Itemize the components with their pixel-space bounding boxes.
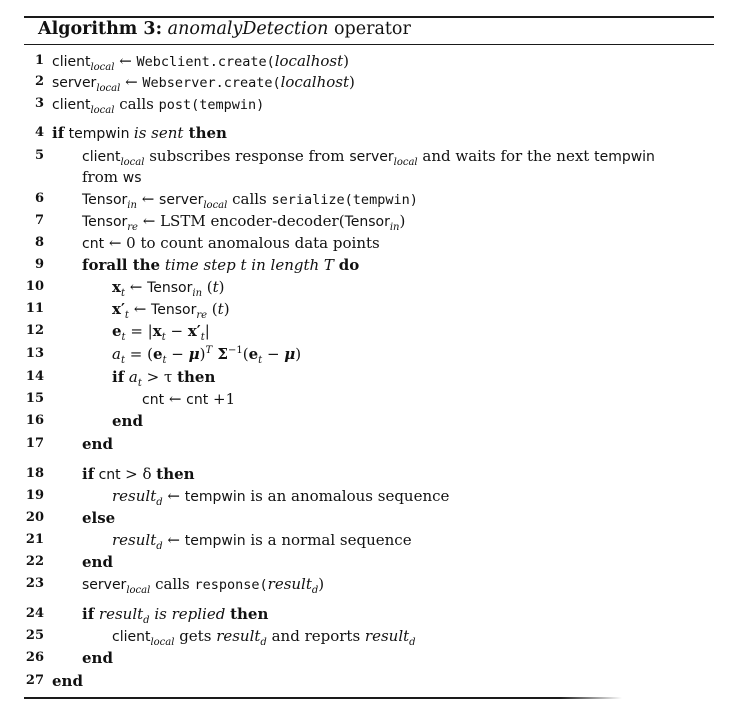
token: Tensor xyxy=(82,192,128,208)
keyword: then xyxy=(156,465,195,483)
token: client xyxy=(82,149,121,165)
algorithm-title xyxy=(38,19,411,39)
algo-line-1 xyxy=(0,51,733,71)
token: d xyxy=(143,615,150,626)
algo-line-15 xyxy=(0,389,733,409)
token: Tensor xyxy=(82,214,128,230)
token: −1 xyxy=(227,345,243,356)
keyword: then xyxy=(230,605,269,623)
token: calls xyxy=(150,575,195,593)
token: is an anomalous sequence xyxy=(245,487,450,505)
algo-line-23 xyxy=(0,574,733,594)
token: calls xyxy=(227,190,272,208)
token: result xyxy=(216,627,261,645)
token: = ( xyxy=(124,345,153,363)
token: ) xyxy=(348,73,355,91)
token: x′ xyxy=(187,322,201,340)
line-number: 18 xyxy=(25,466,44,481)
token: server xyxy=(159,192,204,208)
algorithm-name: anomalyDetection xyxy=(167,19,329,39)
token: from xyxy=(82,168,123,186)
token: ← xyxy=(120,73,143,91)
keyword: if xyxy=(52,124,65,142)
token: local xyxy=(120,157,145,168)
keyword: end xyxy=(82,649,113,667)
algo-line-4 xyxy=(0,123,733,143)
token: subscribes response from xyxy=(144,147,350,165)
keyword: end xyxy=(52,672,83,690)
token: Tensor xyxy=(151,302,197,318)
header-rule xyxy=(24,44,714,45)
line-number: 17 xyxy=(25,436,44,451)
token: ) xyxy=(318,575,325,593)
algo-line-5-cont xyxy=(0,167,733,187)
algo-line-21 xyxy=(0,530,733,550)
line-number: 21 xyxy=(25,532,44,547)
token: local xyxy=(203,200,228,211)
token: re xyxy=(127,222,138,233)
algo-line-9 xyxy=(0,255,733,275)
algo-line-24 xyxy=(0,604,733,624)
token: > δ xyxy=(125,465,157,483)
token: server xyxy=(82,577,127,593)
token: d xyxy=(311,585,319,596)
token: Webserver.create( xyxy=(142,75,281,91)
token: local xyxy=(126,585,151,596)
algo-line-5 xyxy=(0,146,733,166)
token: t xyxy=(258,355,263,366)
keyword: end xyxy=(112,412,143,430)
token: d xyxy=(409,637,416,648)
token: Σ xyxy=(212,345,228,363)
token: post(tempwin) xyxy=(158,97,265,113)
token: serialize(tempwin) xyxy=(271,192,418,208)
token: ← xyxy=(136,190,160,208)
algo-line-22 xyxy=(0,552,733,572)
algo-line-16 xyxy=(0,411,733,431)
token: client xyxy=(52,54,91,70)
keyword: if xyxy=(82,465,95,483)
token: t xyxy=(212,278,219,296)
token: T xyxy=(205,345,213,356)
token: re xyxy=(196,310,208,321)
algo-line-19 xyxy=(0,486,733,506)
line-number: 14 xyxy=(25,369,44,384)
token: result xyxy=(364,627,410,645)
algo-line-18 xyxy=(0,464,733,484)
token: tempwin xyxy=(184,533,246,549)
token: localhost xyxy=(274,52,344,70)
keyword: then xyxy=(183,124,227,142)
token: result xyxy=(267,575,312,593)
token: ← xyxy=(162,531,185,549)
token: ) xyxy=(295,345,302,363)
line-number: 16 xyxy=(25,413,44,428)
token: Tensor xyxy=(344,214,390,230)
token: e xyxy=(152,345,163,363)
algorithm-suffix: operator xyxy=(333,19,411,39)
token: is sent xyxy=(133,124,184,142)
line-number: 2 xyxy=(34,74,44,89)
algo-line-26 xyxy=(0,648,733,668)
token: is a normal sequence xyxy=(245,531,412,549)
token: cnt xyxy=(142,392,165,408)
token: local xyxy=(90,105,115,116)
token: | xyxy=(204,322,210,340)
token: x′ xyxy=(112,300,125,318)
token: ( xyxy=(207,300,218,318)
token: − xyxy=(262,345,285,363)
algo-line-10 xyxy=(0,277,733,297)
token: ) xyxy=(343,52,349,70)
token: result xyxy=(94,605,144,623)
line-number: 27 xyxy=(25,673,44,688)
token: ) xyxy=(223,300,230,318)
token: t xyxy=(120,355,125,366)
token: +1 xyxy=(208,390,236,408)
token: t xyxy=(217,300,224,318)
token: t xyxy=(200,332,205,343)
fade-overlay xyxy=(560,690,715,702)
token: a xyxy=(124,368,138,386)
token: ← xyxy=(128,300,152,318)
token: e xyxy=(112,322,122,340)
token: a xyxy=(112,345,121,363)
token: t xyxy=(120,288,125,299)
token: gets xyxy=(174,627,217,645)
token: μ xyxy=(284,345,296,363)
token: ← xyxy=(162,487,185,505)
line-number: 26 xyxy=(25,650,44,665)
token: > τ xyxy=(141,368,178,386)
token: Webclient.create( xyxy=(136,54,275,70)
keyword: if xyxy=(82,605,95,623)
token: x xyxy=(152,322,162,340)
line-number: 4 xyxy=(34,125,44,140)
algo-line-12 xyxy=(0,321,733,341)
token: d xyxy=(260,637,267,648)
line-number: 23 xyxy=(25,576,44,591)
token: and waits for the next xyxy=(417,147,595,165)
algo-line-3 xyxy=(0,94,733,114)
token: client xyxy=(52,97,91,113)
token: ) xyxy=(399,212,406,230)
keyword: if xyxy=(112,368,125,386)
token: μ xyxy=(188,345,200,363)
keyword: forall the xyxy=(82,256,161,274)
token: = | xyxy=(125,322,153,340)
algo-line-7 xyxy=(0,211,733,231)
token: ( xyxy=(202,278,213,296)
line-number: 19 xyxy=(25,488,44,503)
line-number: 6 xyxy=(34,191,44,206)
token: local xyxy=(90,62,115,73)
algorithm-label: Algorithm 3: xyxy=(38,19,163,39)
token: tempwin xyxy=(64,126,134,142)
line-number: 20 xyxy=(25,510,44,525)
token: ) xyxy=(199,345,206,363)
token: tempwin xyxy=(594,149,655,165)
line-number: 13 xyxy=(25,346,44,361)
algo-line-2 xyxy=(0,72,733,92)
token: server xyxy=(349,149,394,165)
token: ← 0 to count anomalous data points xyxy=(104,234,380,252)
token: and reports xyxy=(266,627,365,645)
token: ( xyxy=(242,345,249,363)
token: t xyxy=(161,332,166,343)
token: d xyxy=(156,497,163,508)
token: result xyxy=(112,531,157,549)
token: response( xyxy=(194,577,268,593)
line-number: 12 xyxy=(25,323,44,338)
token: local xyxy=(96,83,121,94)
keyword: do xyxy=(338,256,360,274)
token: cnt xyxy=(94,467,126,483)
token: cnt xyxy=(186,392,209,408)
line-number: 24 xyxy=(25,606,44,621)
line-number: 9 xyxy=(34,257,44,272)
token: ← LSTM encoder-decoder( xyxy=(137,212,345,230)
token: local xyxy=(150,637,175,648)
token: ← xyxy=(114,52,137,70)
line-number: 15 xyxy=(25,391,44,406)
line-number: 7 xyxy=(34,213,44,228)
token: ← xyxy=(164,390,187,408)
token: − xyxy=(166,345,189,363)
keyword: then xyxy=(177,368,216,386)
token: calls xyxy=(114,95,159,113)
keyword: else xyxy=(82,509,116,527)
token: is replied xyxy=(149,605,231,623)
algo-line-8 xyxy=(0,233,733,253)
token: in xyxy=(192,288,203,299)
token: ) xyxy=(218,278,225,296)
algo-line-27 xyxy=(0,671,733,691)
token: e xyxy=(248,345,259,363)
token: tempwin xyxy=(184,489,246,505)
line-number: 8 xyxy=(34,235,44,250)
token: local xyxy=(393,157,418,168)
keyword: end xyxy=(82,435,113,453)
line-number: 22 xyxy=(25,554,44,569)
token: time step t in length T xyxy=(160,256,339,274)
token: ws xyxy=(122,170,142,186)
keyword: end xyxy=(82,553,113,571)
line-number: 11 xyxy=(25,301,44,316)
algo-line-6 xyxy=(0,189,733,209)
token: t xyxy=(162,355,167,366)
algo-line-14 xyxy=(0,367,733,387)
token: − xyxy=(165,322,188,340)
line-number: 10 xyxy=(25,279,44,294)
line-number: 3 xyxy=(34,96,44,111)
token: in xyxy=(127,200,137,211)
token: cnt xyxy=(82,236,105,252)
token: ← xyxy=(124,278,148,296)
token: result xyxy=(112,487,157,505)
token: in xyxy=(389,222,400,233)
line-number: 5 xyxy=(34,148,44,163)
line-number: 25 xyxy=(25,628,44,643)
token: x xyxy=(112,278,121,296)
top-rule xyxy=(24,16,714,18)
algo-line-25 xyxy=(0,626,733,646)
algo-line-17 xyxy=(0,434,733,454)
token: client xyxy=(112,629,151,645)
token: localhost xyxy=(280,73,349,91)
algo-line-13 xyxy=(0,344,733,364)
token: Tensor xyxy=(147,280,193,296)
line-number: 1 xyxy=(34,53,44,68)
token: t xyxy=(121,332,126,343)
algo-line-11 xyxy=(0,299,733,319)
algo-line-20 xyxy=(0,508,733,528)
token: t xyxy=(137,378,142,389)
token: t xyxy=(124,310,129,321)
token: server xyxy=(52,75,97,91)
token: d xyxy=(156,541,163,552)
